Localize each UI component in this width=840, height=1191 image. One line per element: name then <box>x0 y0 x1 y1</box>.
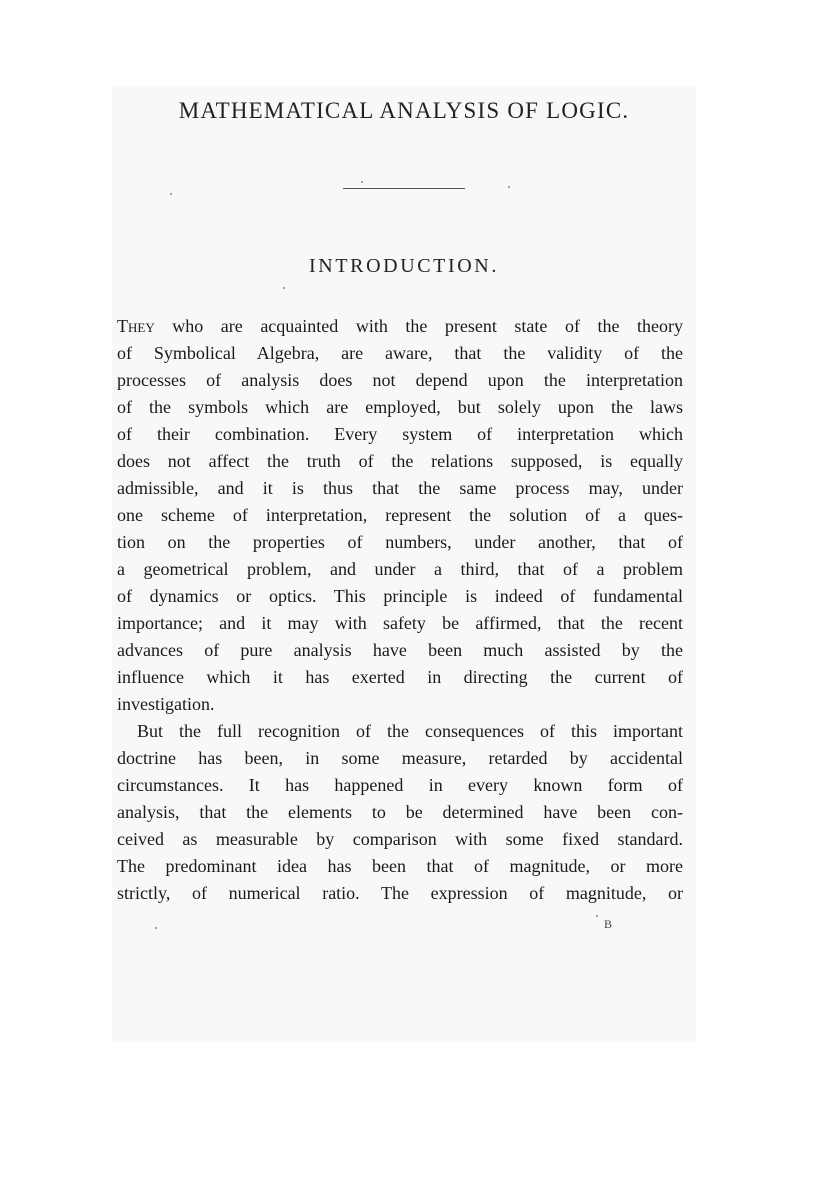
running-head: MATHEMATICAL ANALYSIS OF LOGIC. <box>178 98 630 123</box>
signature-mark: B <box>604 917 613 931</box>
text-line: of their combination. Every system of interpretation which <box>117 424 683 444</box>
scan-speck <box>508 186 510 188</box>
text-line: influence which it has exerted in directing the current of <box>117 667 683 687</box>
scan-speck <box>283 287 285 289</box>
scan-speck <box>361 181 363 183</box>
text-line: a geometrical problem, and under a third, that of a problem <box>117 559 683 579</box>
text-line: advances of pure analysis have been much assisted by the <box>117 640 683 660</box>
text-line <box>117 313 683 340</box>
text-line: circumstances. It has happened in every known form of <box>117 775 683 795</box>
text-line: ceived as measurable by comparison with some fixed standard. <box>117 829 683 849</box>
text-line: importance; and it may with safety be affirmed, that the recent <box>117 613 683 633</box>
text-line: one scheme of interpretation, represent the solution of a ques- <box>117 505 683 525</box>
section-rule <box>343 188 465 189</box>
text-line: doctrine has been, in some measure, retarded by accidental <box>117 748 683 768</box>
text-line: does not affect the truth of the relations supposed, is equally <box>117 451 683 471</box>
text-line: investigation. <box>117 694 215 714</box>
text-line: of the symbols which are employed, but solely upon the laws <box>117 397 683 417</box>
body-text <box>117 313 683 907</box>
section-heading: INTRODUCTION. <box>309 255 499 277</box>
line-continuation: who are acquainted with the present state of the theory <box>154 316 683 336</box>
text-line: tion on the properties of numbers, under another, that of <box>117 532 683 552</box>
text-line: of dynamics or optics. This principle is indeed of fundamental <box>117 586 683 606</box>
text-line: admissible, and it is thus that the same process may, under <box>117 478 683 498</box>
text-line: strictly, of numerical ratio. The expression of magnitude, or <box>117 883 683 903</box>
text-line: of Symbolical Algebra, are aware, that the validity of the <box>117 343 683 363</box>
text-line: analysis, that the elements to be determined have been con- <box>117 802 683 822</box>
scan-speck <box>155 927 157 929</box>
opening-word: They <box>117 316 155 336</box>
text-line: But the full recognition of the consequences of this important <box>137 721 683 741</box>
scan-speck <box>596 915 598 917</box>
scan-speck <box>170 193 172 195</box>
text-line: processes of analysis does not depend upon the interpretation <box>117 370 683 390</box>
text-line: The predominant idea has been that of magnitude, or more <box>117 856 683 876</box>
